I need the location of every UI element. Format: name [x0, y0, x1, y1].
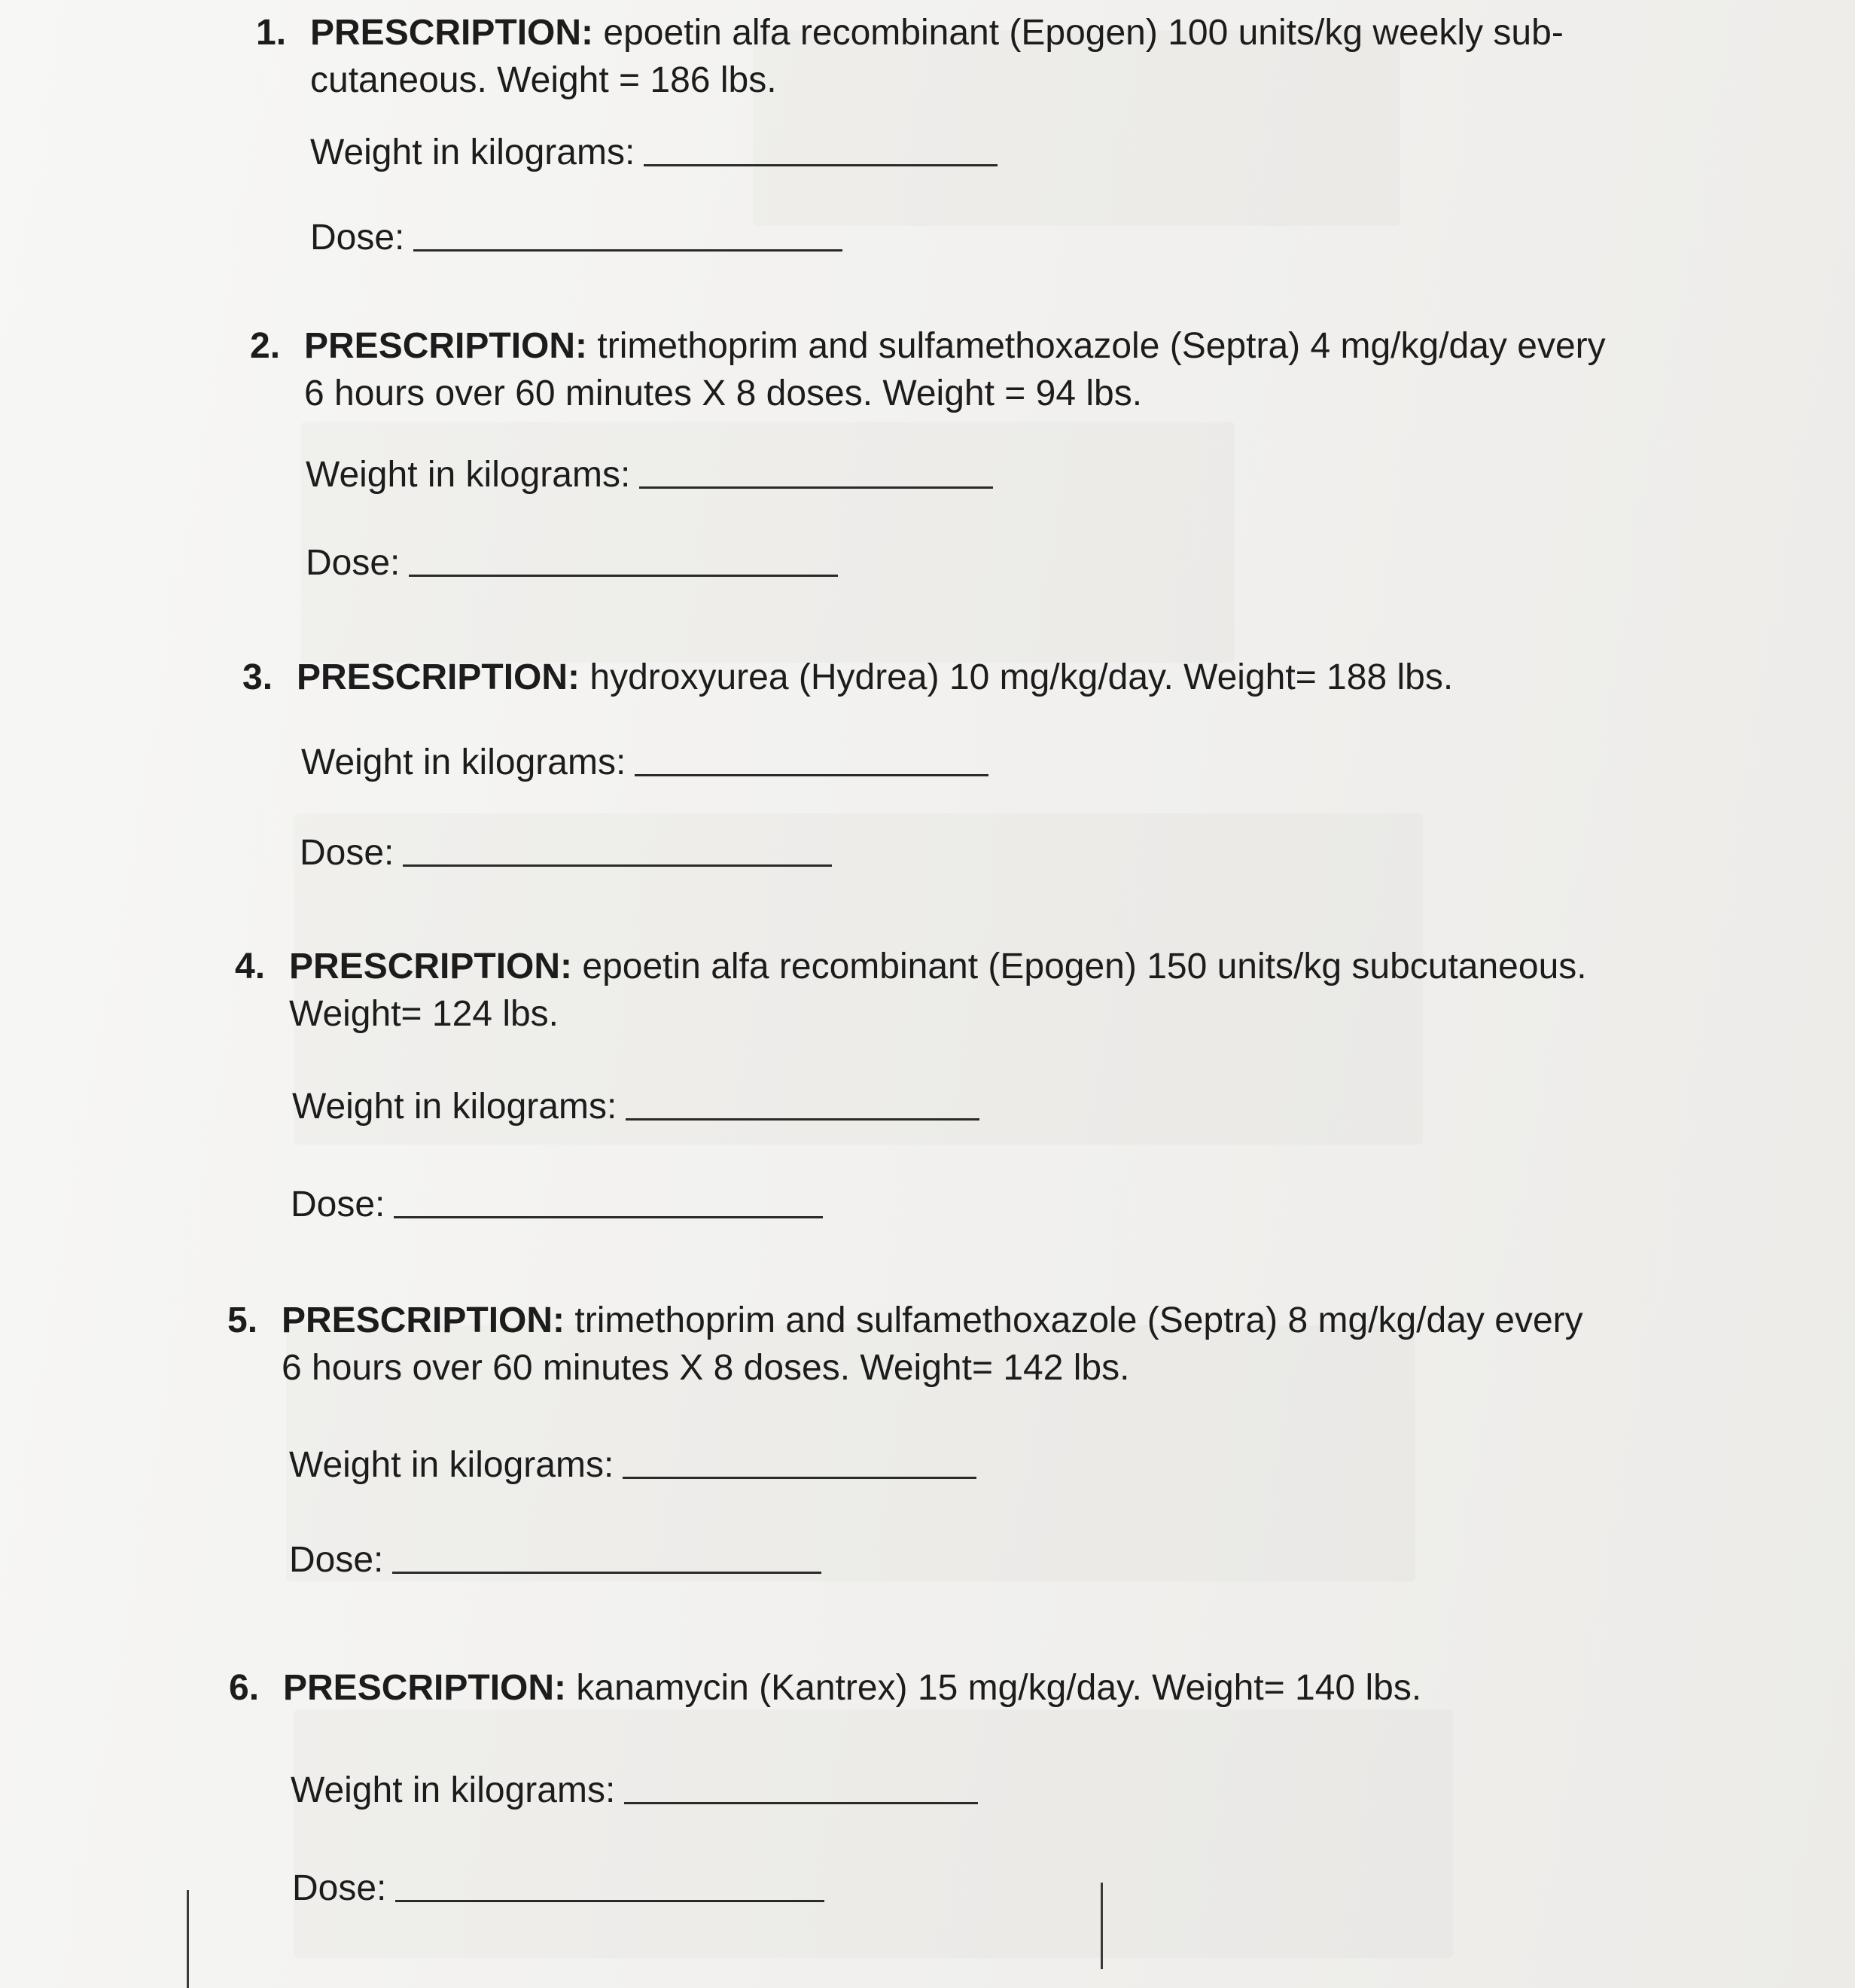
problem-3 — [242, 654, 1682, 701]
dose-field-3[interactable] — [300, 832, 832, 874]
prescription-label: PRESCRIPTION: — [304, 326, 588, 366]
weight-kg-label: Weight in kilograms: — [310, 133, 635, 172]
problem-6 — [229, 1664, 1668, 1712]
prescription-label: PRESCRIPTION: — [282, 1300, 565, 1340]
weight-kg-field-4[interactable] — [292, 1086, 979, 1128]
dose-label: Dose: — [306, 543, 401, 583]
prescription-line-1: trimethoprim and sulfamethoxazole (Septra) 4 mg/kg/day every — [597, 326, 1606, 366]
weight-kg-field-1[interactable] — [310, 132, 998, 174]
weight-kg-field-2[interactable] — [306, 454, 993, 496]
problem-number: 3. — [242, 657, 273, 697]
prescription-4 — [235, 943, 1674, 1038]
dose-field-5[interactable] — [289, 1539, 821, 1581]
problem-number: 2. — [250, 326, 281, 366]
bleed-through — [294, 1709, 1453, 1958]
dose-blank[interactable] — [392, 1572, 821, 1574]
prescription-label: PRESCRIPTION: — [283, 1668, 567, 1708]
dose-label: Dose: — [289, 1540, 384, 1580]
weight-kg-label: Weight in kilograms: — [291, 1770, 616, 1810]
weight-kg-blank[interactable] — [639, 486, 993, 489]
dose-blank[interactable] — [409, 575, 838, 577]
problem-number: 6. — [229, 1668, 260, 1708]
dose-blank[interactable] — [395, 1900, 824, 1902]
dose-blank[interactable] — [403, 864, 832, 867]
weight-kg-blank[interactable] — [623, 1477, 976, 1479]
weight-kg-blank[interactable] — [635, 774, 988, 776]
dose-field-1[interactable] — [310, 217, 842, 259]
weight-kg-field-5[interactable] — [289, 1444, 976, 1486]
dose-label: Dose: — [310, 218, 405, 258]
prescription-1 — [256, 9, 1695, 104]
weight-kg-blank[interactable] — [626, 1118, 979, 1121]
prescription-line-2: 6 hours over 60 minutes X 8 doses. Weight = 94 lbs. — [304, 374, 1143, 413]
prescription-label: PRESCRIPTION: — [289, 947, 573, 986]
dose-field-2[interactable] — [306, 542, 838, 584]
weight-kg-label: Weight in kilograms: — [306, 455, 631, 495]
prescription-line-1: hydroxyurea (Hydrea) 10 mg/kg/day. Weight= 188 lbs. — [589, 657, 1454, 697]
prescription-line-2: cutaneous. Weight = 186 lbs. — [310, 60, 777, 100]
prescription-2 — [250, 322, 1689, 417]
prescription-6 — [229, 1664, 1668, 1712]
prescription-line-1: epoetin alfa recombinant (Epogen) 100 units/kg weekly sub- — [603, 13, 1564, 53]
prescription-label: PRESCRIPTION: — [297, 657, 580, 697]
weight-kg-blank[interactable] — [624, 1802, 978, 1804]
problem-4 — [235, 943, 1674, 1038]
dose-field-4[interactable] — [291, 1184, 823, 1226]
dose-blank[interactable] — [413, 249, 842, 252]
weight-kg-blank[interactable] — [644, 164, 998, 166]
problem-2 — [250, 322, 1689, 417]
weight-kg-label: Weight in kilograms: — [301, 742, 626, 782]
problem-number: 4. — [235, 947, 266, 986]
dose-label: Dose: — [292, 1868, 387, 1908]
prescription-line-1: epoetin alfa recombinant (Epogen) 150 units/kg subcutaneous. — [582, 947, 1587, 986]
weight-kg-label: Weight in kilograms: — [289, 1445, 614, 1485]
dose-blank[interactable] — [394, 1216, 823, 1218]
prescription-line-2: Weight= 124 lbs. — [289, 994, 559, 1034]
right-margin-line — [1101, 1883, 1103, 1969]
problem-5 — [227, 1297, 1667, 1392]
dose-label: Dose: — [291, 1185, 385, 1224]
prescription-label: PRESCRIPTION: — [310, 13, 594, 53]
prescription-line-1: trimethoprim and sulfamethoxazole (Septra) 8 mg/kg/day every — [574, 1300, 1583, 1340]
prescription-5 — [227, 1297, 1667, 1392]
problem-1 — [256, 9, 1695, 104]
problem-number: 1. — [256, 13, 287, 53]
dose-label: Dose: — [300, 833, 394, 873]
prescription-3 — [242, 654, 1682, 701]
weight-kg-field-6[interactable] — [291, 1770, 978, 1812]
dose-field-6[interactable] — [292, 1868, 824, 1910]
problem-number: 5. — [227, 1300, 258, 1340]
prescription-line-2: 6 hours over 60 minutes X 8 doses. Weight= 142 lbs. — [282, 1348, 1130, 1388]
left-margin-line — [187, 1890, 189, 1988]
weight-kg-label: Weight in kilograms: — [292, 1087, 617, 1127]
prescription-line-1: kanamycin (Kantrex) 15 mg/kg/day. Weight= 140 lbs. — [576, 1668, 1422, 1708]
weight-kg-field-3[interactable] — [301, 742, 988, 784]
